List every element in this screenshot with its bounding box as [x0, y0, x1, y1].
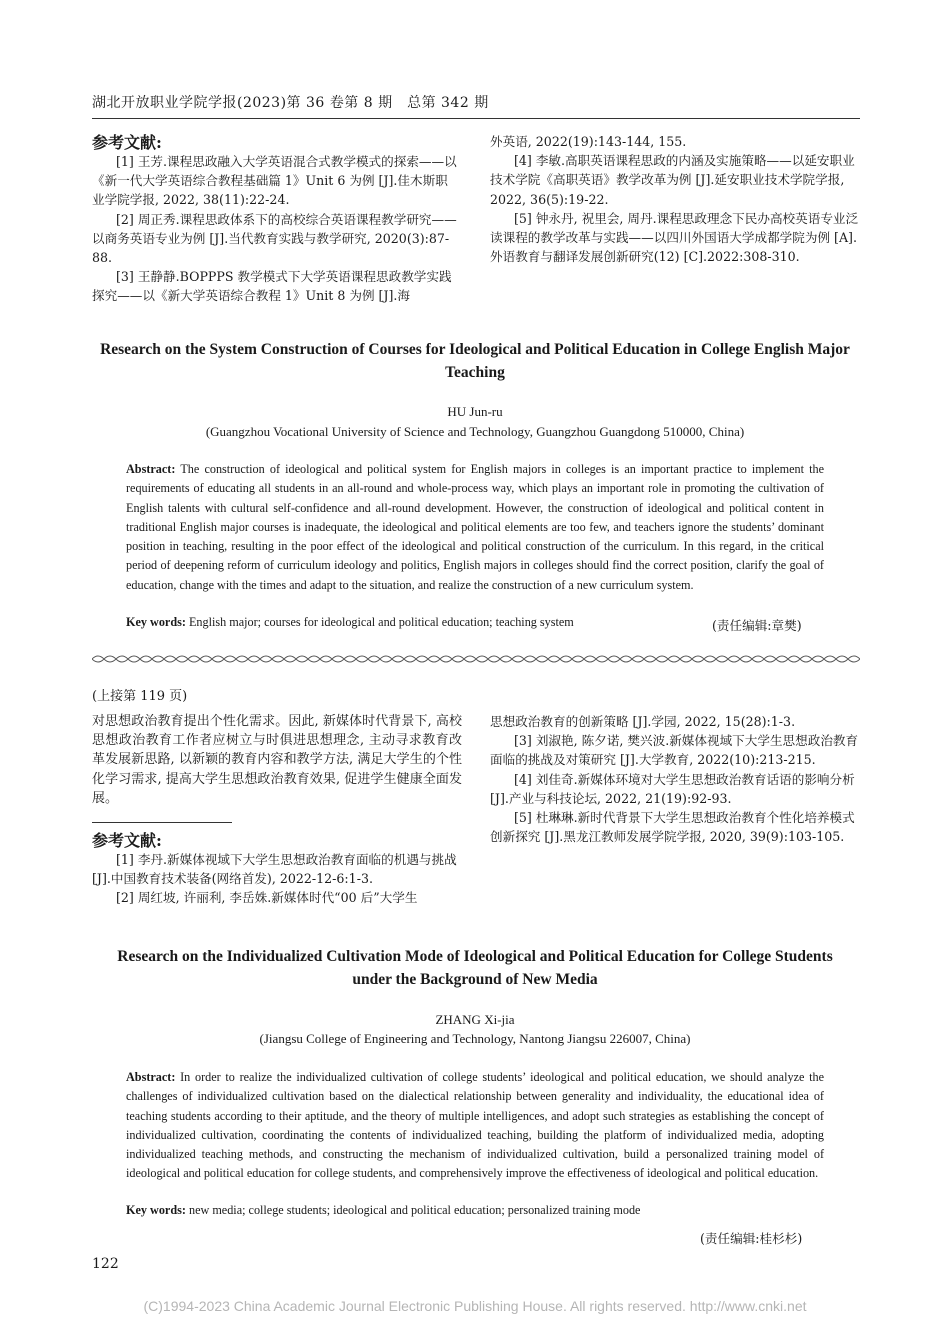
body-end-rule — [92, 822, 232, 823]
keywords-label: Key words: — [126, 1203, 186, 1217]
english-title: Research on the Individualized Cultivation Mode of Ideological and Political Education for College Students under the Background of New Media — [117, 948, 833, 988]
references-left-column — [92, 152, 460, 306]
author-name: ZHANG Xi-jia — [435, 1012, 515, 1027]
references-right-column — [490, 712, 860, 846]
reference-item: [1] 王芳.课程思政融入大学英语混合式教学模式的探索——以《新一代大学英语综合教程基础篇 1》Unit 6 为例 [J].佳木斯职业学院学报, 2022, 38(11):22-24. — [92, 154, 457, 208]
abstract-label: Abstract: — [126, 462, 176, 476]
abstract-label: Abstract: — [126, 1070, 176, 1084]
author-affiliation: (Jiangsu College of Engineering and Technology, Nantong Jiangsu 226007, China) — [259, 1031, 691, 1046]
reference-item: [4] 李敏.高职英语课程思政的内涵及实施策略——以延安职业技术学院《高职英语》教学改革为例 [J].延安职业技术学院学报, 2022, 36(5):19-22. — [490, 153, 855, 207]
author-affiliation: (Guangzhou Vocational University of Science and Technology, Guangzhou Guangdong 510000, China) — [205, 424, 745, 439]
abstract-text: The construction of ideological and political system for English majors in colleges is an important practice to implement the requirements of educating all students in an all-round and whole-process way, which plays an important role in promoting the cultivation of English talents with cultural self-confidence and all-round development. However, the construction of ideological and political content in traditional English major courses is inadequate, the ideological and political elements are too few, and teachers ignore the students’ dominant position in teaching, resulting in the poor effect of the ideological and political construction of the curriculum. In this regard, in the critical period of deepening reform of curriculum ideology and politics, English majors in colleges should find the correct position, clarify the goal of education, change with the times and adapt to the situation, and realize the construction of a new curriculum system. — [126, 462, 824, 592]
reference-continuation: 外英语, 2022(19):143-144, 155. — [490, 134, 687, 149]
keywords-text: English major; courses for ideological and political education; teaching system — [188, 615, 574, 629]
keywords — [126, 1203, 824, 1218]
reference-item: [3] 王静静.BOPPPS 教学模式下大学英语课程思政教学实践探究——以《新大学英语综合教程 1》Unit 8 为例 [J].海 — [92, 269, 452, 304]
reference-item: [2] 周正秀.课程思政体系下的高校综合英语课程教学研究——以商务英语专业为例 [J].当代教育实践与教学研究, 2020(3):87-88. — [92, 211, 457, 266]
copyright-watermark: (C)1994-2023 China Academic Journal Electronic Publishing House. All rights reserved. http://www.cnki.net — [143, 1298, 807, 1314]
header-rule — [92, 118, 860, 119]
reference-continuation: 思想政治教育的创新策略 [J].学园, 2022, 15(28):1-3. — [490, 714, 796, 729]
keywords-label: Key words: — [126, 615, 186, 629]
reference-item: [2] 周红坡, 许丽利, 李岳姝.新媒体时代“00 后”大学生 — [116, 890, 418, 906]
reference-item: [3] 刘淑艳, 陈夕诺, 樊兴波.新媒体视域下大学生思想政治教育面临的挑战及对策研究 [J].大学教育, 2022(10):213-215. — [490, 733, 859, 768]
reference-item: [5] 钟永丹, 祝里会, 周丹.课程思政理念下民办高校英语专业泛读课程的教学改革与实践——以四川外国语大学成都学院为例 [A].外语教育与翻译发展创新研究(12) [C].2022:308-310. — [490, 210, 859, 265]
wave-divider — [92, 653, 860, 665]
references-title: 参考文献: — [92, 133, 162, 152]
reference-item: [4] 刘佳奇.新媒体环境对大学生思想政治教育话语的影响分析 [J].产业与科技论坛, 2022, 21(19):92-93. — [490, 771, 855, 806]
references-title: 参考文献: — [92, 831, 162, 850]
references-left-column — [92, 850, 462, 908]
abstract-text: In order to realize the individualized cultivation of college students’ ideological and political education, we should analyze the challenges of individualized cultivation based on the dialectical relationship between generality and individuality, the educational idea of teaching students according to their aptitude, and the theory of multiple intelligences, and adopt such strategies as establishing the concept of individualized cultivation, coordinating the contents of individualized teaching, building the platform of individualized media, adopting individualized teaching methods, and constructing the mechanism of individualized cultivation, build a personalized training model of ideological and political education for college students, and comprehensively improve the effectiveness of ideological and political education. — [126, 1070, 824, 1181]
responsible-editor: (责任编辑:桂杉杉) — [700, 1231, 803, 1246]
english-title: Research on the System Construction of Courses for Ideological and Political Education in College English Major Teaching — [100, 341, 850, 381]
reference-item: [1] 李丹.新媒体视域下大学生思想政治教育面临的机遇与挑战 [J].中国教育技术装备(网络首发), 2022-12-6:1-3. — [92, 852, 457, 887]
abstract — [126, 460, 824, 595]
body-paragraph: 对思想政治教育提出个性化需求。因此, 新媒体时代背景下, 高校思想政治教育工作者应树立与时俱进思想理念, 主动寻求教育改革发展新思路, 以新颖的教育内容和教学方法, 满足大学生的个性化学习需求, 提高大学生思想政治教育效果, 促进学生健康全面发展。 — [92, 714, 462, 806]
page-number: 122 — [92, 1256, 119, 1272]
continued-from-note: (上接第 119 页) — [92, 689, 188, 704]
references-right-column — [490, 132, 860, 266]
responsible-editor: (责任编辑:章樊) — [712, 618, 802, 633]
abstract — [126, 1068, 824, 1184]
keywords-text: new media; college students; ideological and political education; personalized training mode — [188, 1203, 641, 1217]
author-name: HU Jun-ru — [447, 404, 503, 419]
reference-item: [5] 杜琳琳.新时代背景下大学生思想政治教育个性化培养模式创新探究 [J].黑龙江教师发展学院学报, 2020, 39(9):103-105. — [490, 810, 855, 845]
journal-header: 湖北开放职业学院学报(2023)第 36 卷第 8 期 总第 342 期 — [92, 95, 489, 111]
